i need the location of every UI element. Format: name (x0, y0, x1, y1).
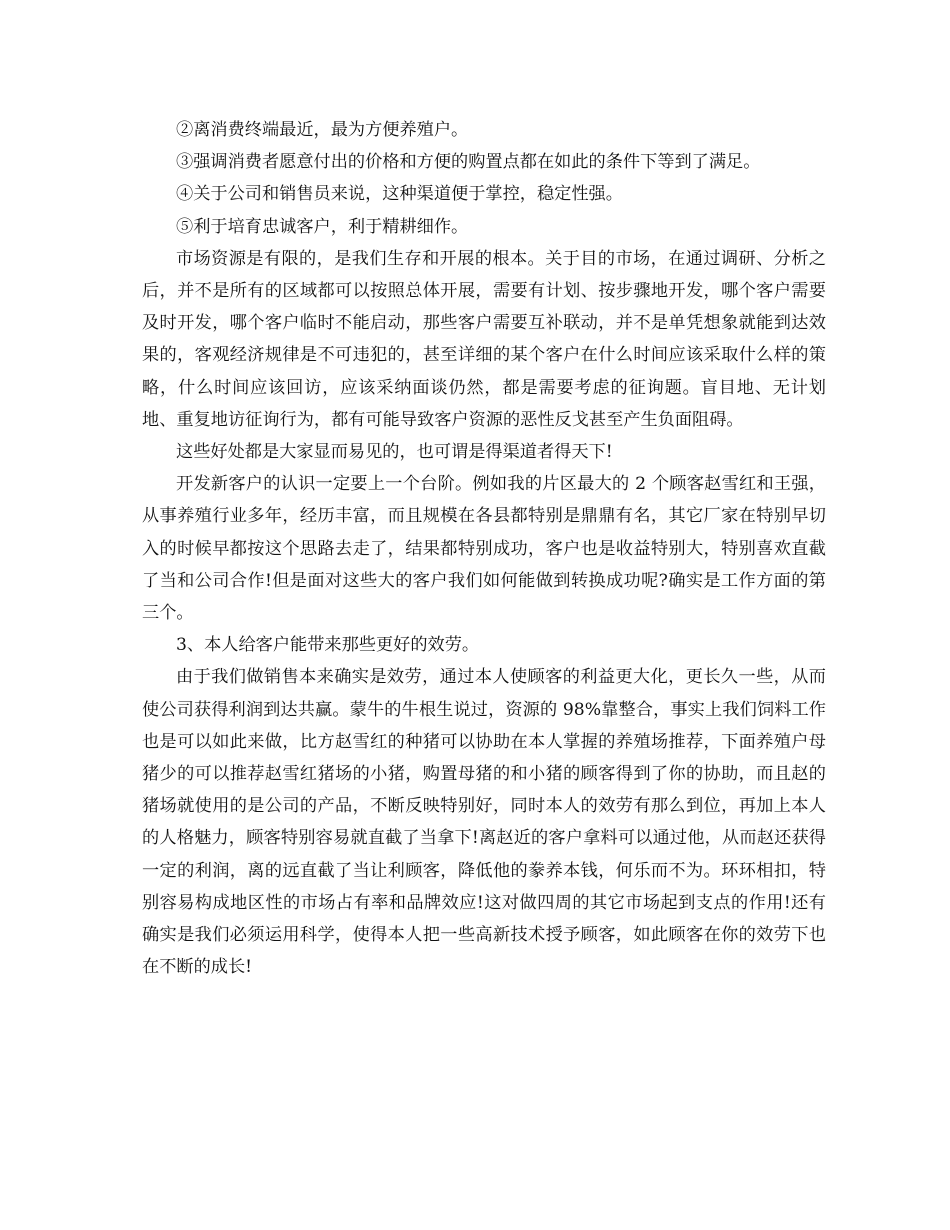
paragraph-4: ⑤利于培育忠诚客户，利于精耕细作。 (176, 216, 469, 237)
paragraph-6: 这些好处都是大家显而易见的，也可谓是得渠道者得天下! (176, 442, 613, 463)
paragraph-1: ②离消费终端最近，最为方便养殖户。 (176, 120, 469, 140)
paragraph-7: 开发新客户的认识一定要上一个台阶。例如我的片区最大的 2 个顾客赵雪红和王强，从事养殖行业多年，经历丰富，而且规模在各县都特别是鼎鼎有名，其它厂家在特别早切入的时候早都按这个思路去走了，结果都特别成功，客户也是收益特别大，特别喜欢直截了当和公司合作!但是面对这些大的客户我们如何能做到转换成功呢?确实是工作方面的第三个。 (142, 474, 826, 624)
paragraph-9: 由于我们做销售本来确实是效劳，通过本人使顾客的利益更大化，更长久一些，从而使公司获得利润到达共赢。蒙牛的牛根生说过，资源的 98%靠整合，事实上我们饲料工作也是可以如此来做，比方赵雪红的种猪可以协助在本人掌握的养殖场推荐，下面养殖户母猪少的可以推荐赵雪红猪场的小猪，购置母猪的和小猪的顾客得到了你的协助，而且赵的猪场就使用的是公司的产品，不断反映特别好，同时本人的效劳有那么到位，再加上本人的人格魅力，顾客特别容易就直截了当拿下!离赵近的客户拿料可以通过他，从而赵还获得一定的利润，离的远直截了当让利顾客，降低他的豢养本钱，何乐而不为。环环相扣，特别容易构成地区性的市场占有率和品牌效应!这对做四周的其它市场起到支点的作用!还有确实是我们必须运用科学，使得本人把一些高新技术授予顾客，如此顾客在你的效劳下也在不断的成长! (142, 667, 826, 978)
paragraph-5: 市场资源是有限的，是我们生存和开展的根本。关于目的市场，在通过调研、分析之后，并不是所有的区域都可以按照总体开展，需要有计划、按步骤地开发，哪个客户需要及时开发，哪个客户临时不能启动，那些客户需要互补联动，并不是单凭想象就能到达效果的，客观经济规律是不可违犯的，甚至详细的某个客户在什么时间应该采取什么样的策略，什么时间应该回访，应该采纳面谈仍然，都是需要考虑的征询题。盲目地、无计划地、重复地访征询行为，都有可能导致客户资源的恶性反戈甚至产生负面阻碍。 (142, 248, 826, 430)
paragraph-8: 3、本人给客户能带来那些更好的效劳。 (176, 635, 480, 656)
paragraph-3: ④关于公司和销售员来说，这种渠道便于掌控，稳定性强。 (176, 184, 623, 205)
document-body (142, 114, 826, 983)
paragraph-2: ③强调消费者愿意付出的价格和方便的购置点都在如此的条件下等到了满足。 (176, 152, 761, 173)
